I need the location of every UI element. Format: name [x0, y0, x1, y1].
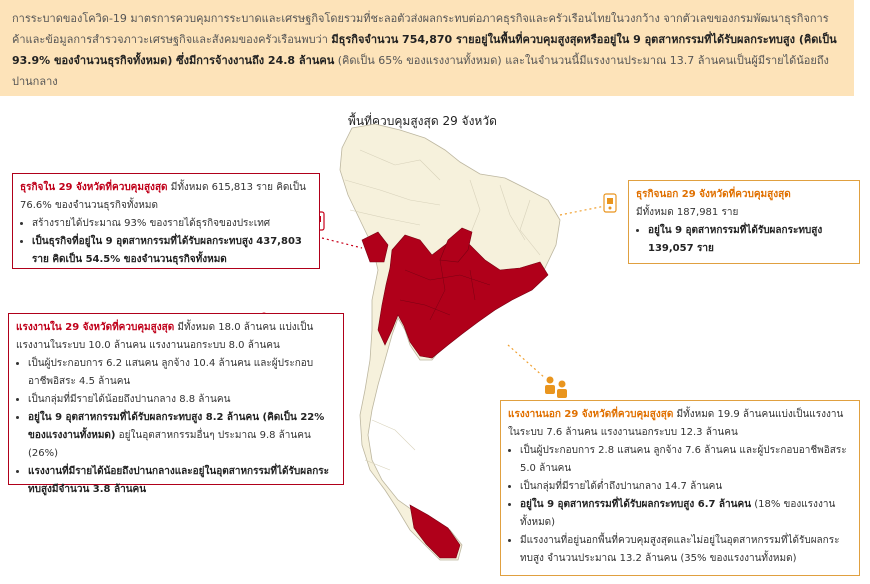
labor-outside-box: [500, 400, 860, 576]
labor-outside-heading: แรงงานนอก 29 จังหวัดที่ควบคุมสูงสุด: [508, 409, 674, 420]
business-inside-box: [12, 173, 320, 269]
labor-inside-heading: แรงงานใน 29 จังหวัดที่ควบคุมสูงสุด: [16, 322, 175, 333]
labor-outside-bullet-3-rest: (18% ของแรงงานทั้งหมด): [520, 499, 836, 528]
list-item: [28, 463, 336, 499]
labor-inside-bullet-3-bold: อยู่ใน 9 อุตสาหกรรมที่ได้รับผลกระทบสูง 8.2 ล้านคน (คิดเป็น 22% ของแรงงานทั้งหมด): [28, 412, 325, 441]
list-item: [32, 215, 312, 233]
intro-text-3: (คิดเป็น 65% ของแรงงานทั้งหมด) และในจำนวนนี้มีแรงงานประมาณ 13.7 ล้านคนเป็นผู้มีรายได้น้อยถึงปานกลาง: [12, 54, 829, 88]
business-inside-desc: มีทั้งหมด 615,813 ราย คิดเป็น 76.6% ของจำนวนธุรกิจทั้งหมด: [20, 182, 306, 211]
list-item: [28, 391, 336, 409]
labor-outside-bullet-3-bold: อยู่ใน 9 อุตสาหกรรมที่ได้รับผลกระทบสูง 6.7 ล้านคน: [520, 499, 752, 510]
labor-inside-bullet-4: แรงงานที่มีรายได้น้อยถึงปานกลางและอยู่ในอุตสาหกรรมที่ได้รับผลกระทบสูงมีจำนวน 3.8 ล้านคน: [28, 466, 330, 495]
labor-outside-bullet-2: เป็นกลุ่มที่มีรายได้ต่ำถึงปานกลาง 14.7 ล้านคน: [520, 481, 723, 492]
labor-inside-bullet-1: เป็นผู้ประกอบการ 6.2 แสนคน ลูกจ้าง 10.4 ล้านคน และผู้ประกอบอาชีพอิสระ 4.5 ล้านคน: [28, 358, 314, 387]
business-inside-bullet-1: สร้างรายได้ประมาณ 93% ของรายได้ธุรกิจของประเทศ: [32, 218, 271, 229]
list-item: [28, 355, 336, 391]
list-item: [520, 478, 852, 496]
labor-inside-bullet-3-rest: อยู่ในอุตสาหกรรมอื่นๆ ประมาณ 9.8 ล้านคน (26%): [28, 430, 311, 459]
workers-icon-orange: [545, 377, 567, 399]
intro-text-1: การระบาดของโควิด-19 มาตรการควบคุมการระบาดและเศรษฐกิจโดยรวมที่ชะลอตัวส่งผลกระทบต่อภาคธุรกิจและครัวเรือนไทยในวงกว้าง จากตัวเลขของกรมพัฒนาธุรกิจการค้าและข้อมูลการสำรวจภาวะเศรษฐกิจและสังคมของครัวเรือนพบว่า: [12, 12, 829, 46]
list-item: [520, 532, 852, 568]
highlighted-province-south: [410, 505, 460, 558]
list-item: [32, 233, 312, 269]
intro-text-highlight: มีธุรกิจจำนวน 754,870 รายอยู่ในพื้นที่ควบคุมสูงสุดหรืออยู่ใน 9 อุตสาหกรรมที่ได้รับผลกระทบสูง (คิดเป็น 93.9% ของจำนวนธุรกิจทั้งหมด) ซึ่งมีการจ้างงานถึง 24.8 ล้านคน: [12, 33, 837, 67]
labor-inside-desc: มีทั้งหมด 18.0 ล้านคน แบ่งเป็นแรงงานในระบบ 10.0 ล้านคน แรงงานนอกระบบ 8.0 ล้านคน: [16, 322, 314, 351]
business-inside-heading: ธุรกิจใน 29 จังหวัดที่ควบคุมสูงสุด: [20, 182, 168, 193]
business-outside-box: [628, 180, 860, 264]
labor-outside-desc: มีทั้งหมด 19.9 ล้านคนแบ่งเป็นแรงงานในระบบ 7.6 ล้านคน แรงงานนอกระบบ 12.3 ล้านคน: [508, 409, 844, 438]
business-outside-bullet-1: อยู่ใน 9 อุตสาหกรรมที่ได้รับผลกระทบสูง 139,057 ราย: [648, 225, 823, 254]
business-outside-heading: ธุรกิจนอก 29 จังหวัดที่ควบคุมสูงสุด: [636, 189, 791, 200]
list-item: [520, 442, 852, 478]
business-inside-bullet-2: เป็นธุรกิจที่อยู่ใน 9 อุตสาหกรรมที่ได้รับผลกระทบสูง 437,803 ราย คิดเป็น 54.5% ของจำนวนธุรกิจทั้งหมด: [32, 236, 302, 265]
map-title: พื้นที่ควบคุมสูงสุด 29 จังหวัด: [348, 114, 497, 128]
labor-inside-bullet-2: เป็นกลุ่มที่มีรายได้น้อยถึงปานกลาง 8.8 ล้านคน: [28, 394, 231, 405]
labor-outside-bullet-4: มีแรงงานที่อยู่นอกพื้นที่ควบคุมสูงสุดและไม่อยู่ในอุตสาหกรรมที่ได้รับผลกระทบสูง จำนวนประมาณ 13.2 ล้านคน (35% ของแรงงานทั้งหมด): [520, 535, 840, 564]
list-item: [520, 496, 852, 532]
business-outside-desc: มีทั้งหมด 187,981 ราย: [636, 207, 739, 218]
labor-outside-bullet-1: เป็นผู้ประกอบการ 2.8 แสนคน ลูกจ้าง 7.6 ล้านคน และผู้ประกอบอาชีพอิสระ 5.0 ล้านคน: [520, 445, 847, 474]
labor-inside-box: [8, 313, 344, 495]
store-icon-orange: [604, 194, 616, 212]
list-item: [648, 222, 852, 258]
list-item: [28, 409, 336, 463]
